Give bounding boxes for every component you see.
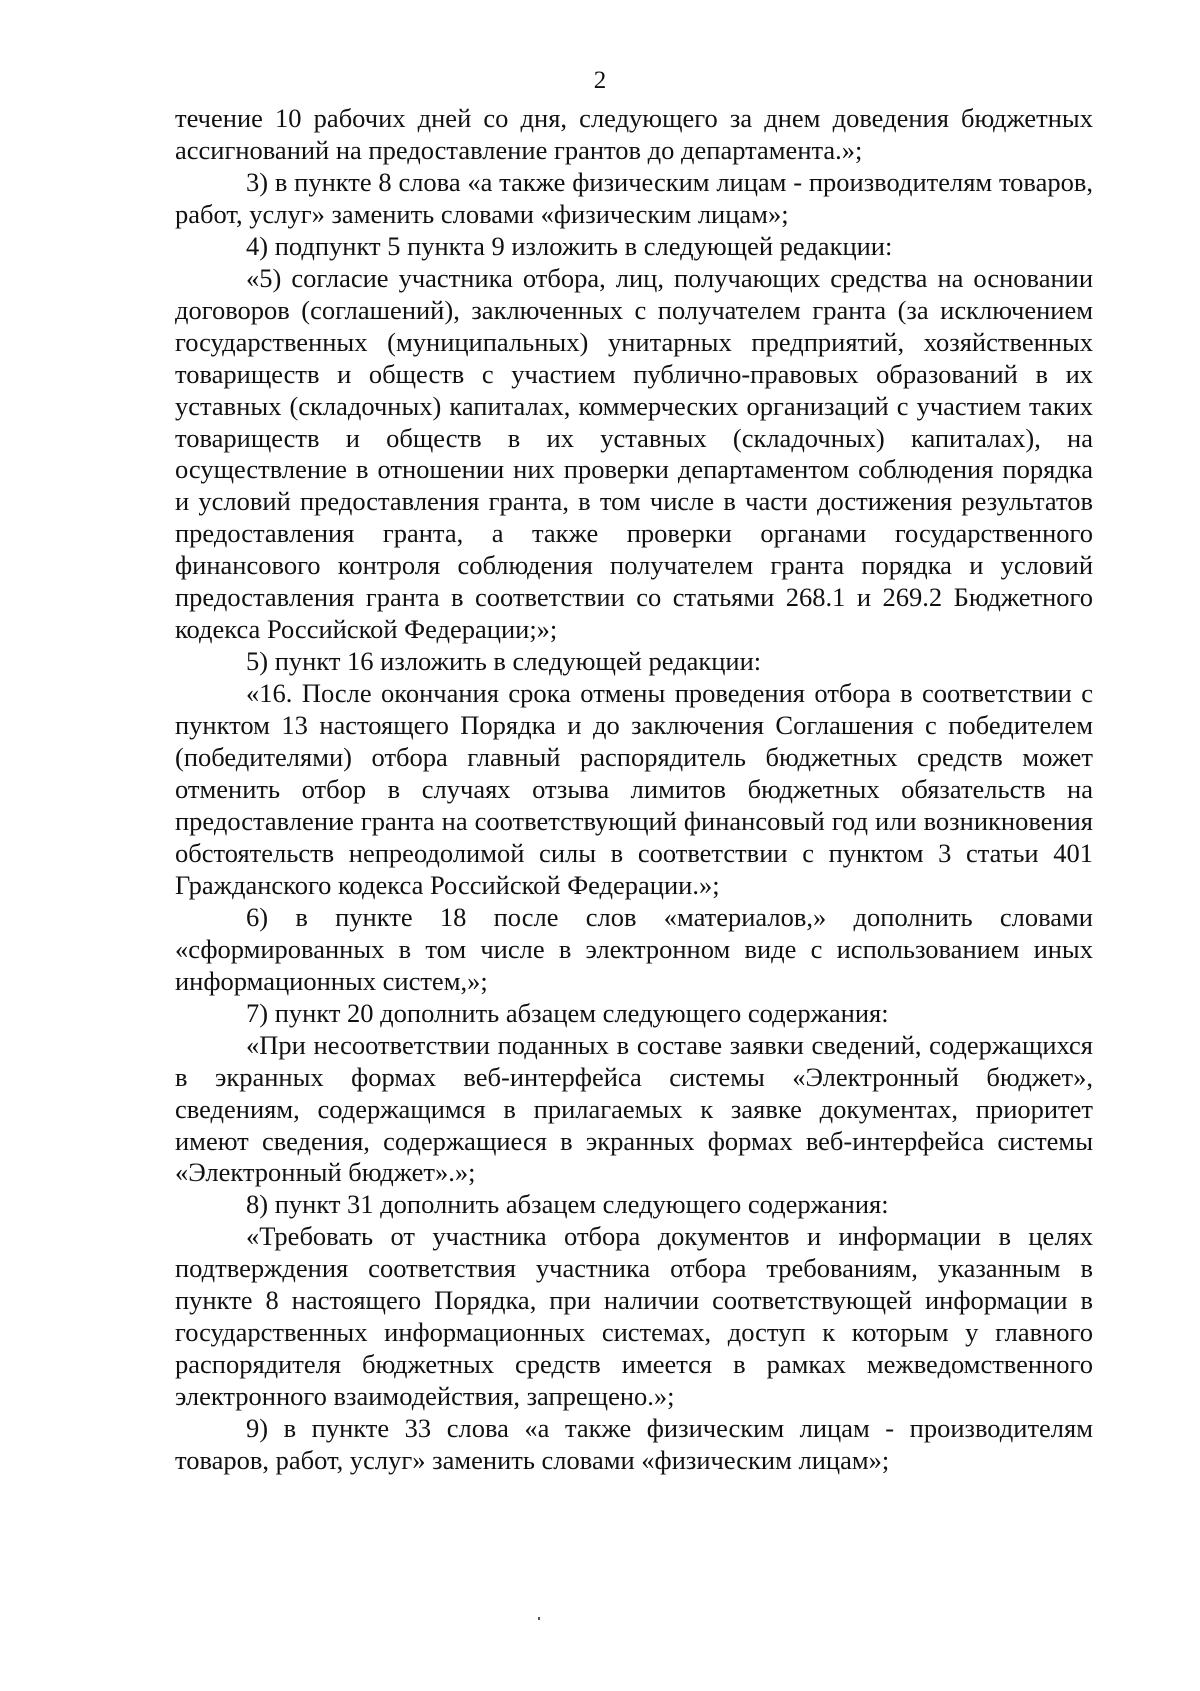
paragraph-quote-16: «16. После окончания срока отмены проведения отбора в соответствии с пунктом 13 настоящего Порядка и до заключения Соглашения с победителем (победителями) отбора главный распорядитель бюджетных средств может отменить отбор в случаях отзыва лимитов бюджетных обязательств на предоставление гранта на соответствующий финансовый год или возникновения обстоятельств непреодолимой силы в соответствии с пунктом 3 статьи 401 Гражданского кодекса Российской Федерации.»; [175, 678, 1093, 900]
scan-speck [538, 1617, 540, 1620]
paragraph-item-3: 3) в пункте 8 слова «а также физическим лицам - производителям товаров, работ, услуг» заменить словами «физическим лицам»; [175, 166, 1093, 229]
paragraph-quote-31: «Требовать от участника отбора документов и информации в целях подтверждения соответствия участника отбора требованиям, указанным в пункте 8 настоящего Порядка, при наличии соответствующей информации в государственных информационных системах, доступ к которым у главного распорядителя бюджетных средств имеется в рамках межведомственного электронного взаимодействия, запрещено.»; [175, 1221, 1093, 1412]
page-number: 2 [593, 67, 607, 94]
paragraph-continuation: течение 10 рабочих дней со дня, следующего за днем доведения бюджетных ассигнований на предоставление грантов до департамента.»; [175, 103, 1093, 165]
paragraph-item-4: 4) подпункт 5 пункта 9 изложить в следующей редакции: [246, 230, 893, 261]
document-body [175, 103, 1093, 1477]
paragraph-item-8: 8) пункт 31 дополнить абзацем следующего содержания: [246, 1189, 889, 1220]
paragraph-quote-20: «При несоответствии поданных в составе заявки сведений, содержащихся в экранных формах веб-интерфейса системы «Электронный бюджет», сведениям, содержащимся в прилагаемых к заявке документах, приоритет имеют сведения, содержащиеся в экранных формах веб-интерфейса системы «Электронный бюджет».»; [175, 1029, 1093, 1188]
paragraph-item-7: 7) пункт 20 дополнить абзацем следующего содержания: [246, 997, 889, 1028]
paragraph-item-5: 5) пункт 16 изложить в следующей редакции: [246, 646, 762, 677]
paragraph-item-6: 6) в пункте 18 после слов «материалов,» дополнить словами «сформированных в том числе в электронном виде с использованием иных информационных систем,»; [175, 901, 1093, 996]
paragraph-item-9: 9) в пункте 33 слова «а также физическим лицам - производителям товаров, работ, услуг» заменить словами «физическим лицам»; [175, 1413, 1093, 1476]
paragraph-quote-5: «5) согласие участника отбора, лиц, получающих средства на основании договоров (соглашений), заключенных с получателем гранта (за исключением государственных (муниципальных) унитарных предприятий, хозяйственных товариществ и обществ с участием публично-правовых образований в их уставных (складочных) капиталах, коммерческих организаций с участием таких товариществ и обществ в их уставных (складочных) капиталах), на осуществление в отношении них проверки департаментом соблюдения порядка и условий предоставления гранта, в том числе в части достижения результатов предоставления гранта, а также проверки органами государственного финансового контроля соблюдения получателем гранта порядка и условий предоставления гранта в соответствии со статьями 268.1 и 269.2 Бюджетного кодекса Российской Федерации;»; [175, 262, 1093, 645]
